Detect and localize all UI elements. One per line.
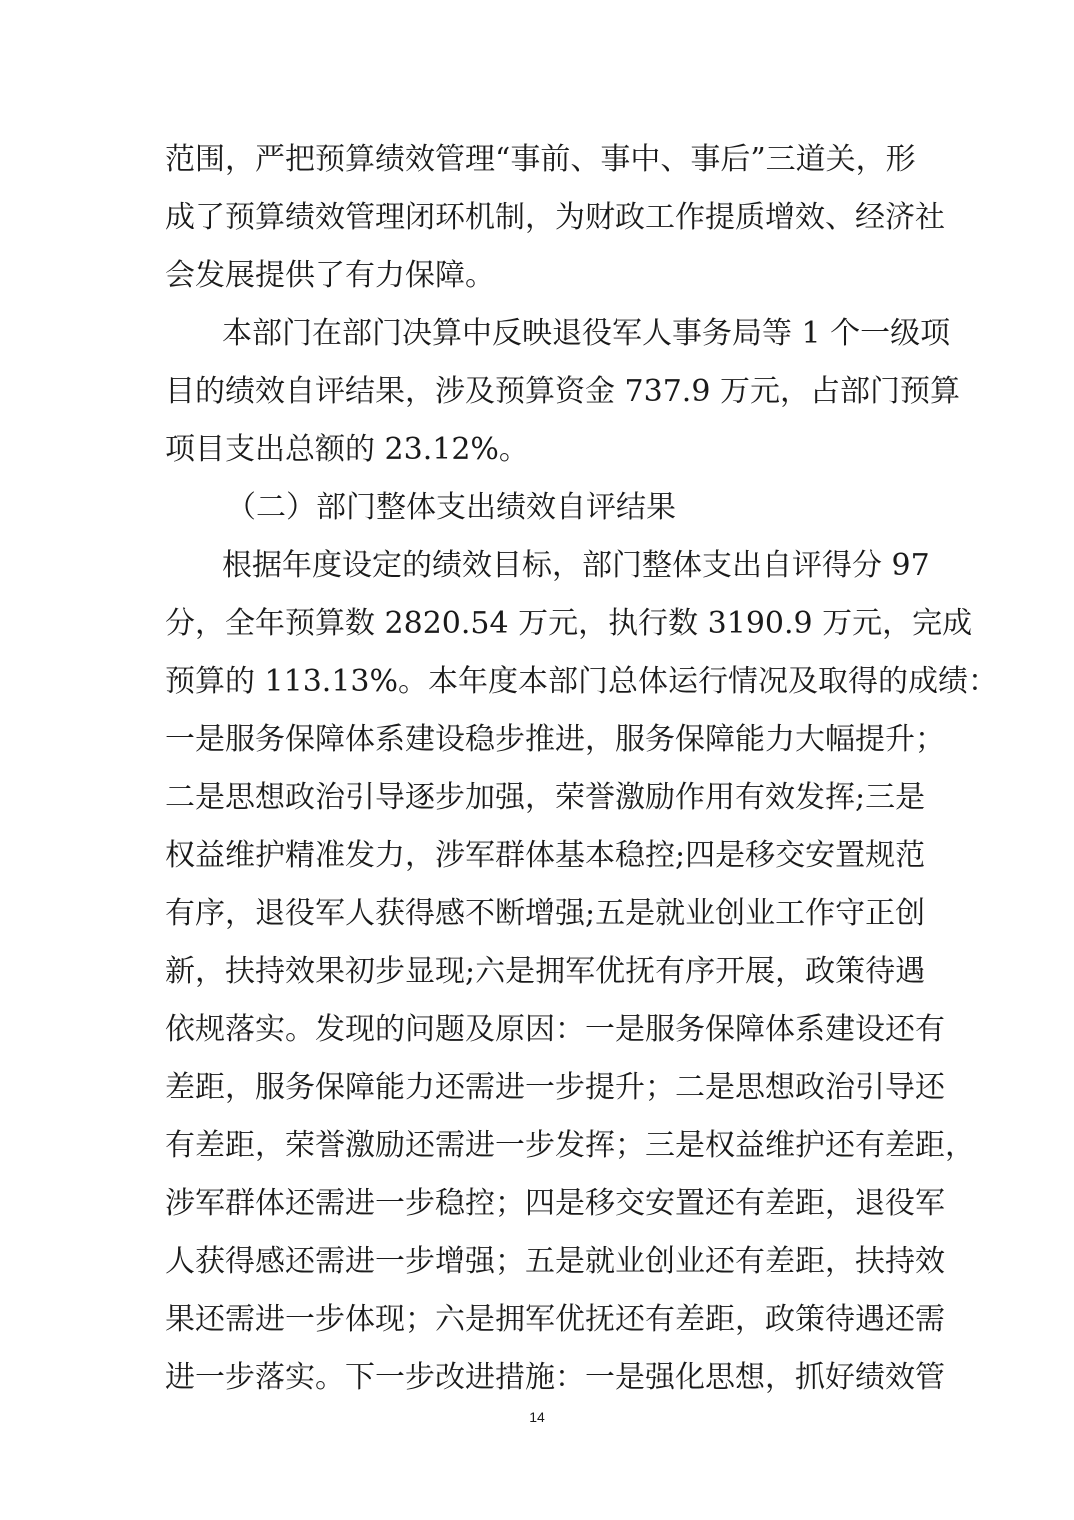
paragraph-line: 会发展提供了有力保障。	[165, 258, 495, 293]
paragraph-line: 新，扶持效果初步显现;六是拥军优抚有序开展，政策待遇	[165, 954, 926, 989]
paragraph-line: 有差距，荣誉激励还需进一步发挥；三是权益维护还有差距，	[165, 1128, 975, 1163]
paragraph-line: 预算的 113.13%。本年度本部门总体运行情况及取得的成绩：	[165, 664, 999, 699]
page-number: 14	[529, 1409, 545, 1425]
paragraph-line: 涉军群体还需进一步稳控；四是移交安置还有差距，退役军	[165, 1186, 945, 1221]
section-heading: （二）部门整体支出绩效自评结果	[226, 490, 676, 525]
paragraph-line: 果还需进一步体现；六是拥军优抚还有差距，政策待遇还需	[165, 1302, 945, 1337]
paragraph-line: 范围，严把预算绩效管理“事前、事中、事后”三道关，形	[165, 142, 916, 177]
paragraph-line: 根据年度设定的绩效目标，部门整体支出自评得分 97	[222, 548, 930, 583]
paragraph-line: 有序，退役军人获得感不断增强;五是就业创业工作守正创	[165, 896, 926, 931]
paragraph-line: 二是思想政治引导逐步加强，荣誉激励作用有效发挥;三是	[165, 780, 926, 815]
paragraph-line: 一是服务保障体系建设稳步推进，服务保障能力大幅提升；	[165, 722, 945, 757]
paragraph-line: 权益维护精准发力，涉军群体基本稳控;四是移交安置规范	[165, 838, 926, 873]
paragraph-line: 分，全年预算数 2820.54 万元，执行数 3190.9 万元，完成	[165, 606, 973, 641]
paragraph-line: 本部门在部门决算中反映退役军人事务局等 1 个一级项	[222, 316, 951, 351]
paragraph-line: 成了预算绩效管理闭环机制，为财政工作提质增效、经济社	[165, 200, 945, 235]
paragraph-line: 项目支出总额的 23.12%。	[165, 432, 529, 467]
paragraph-line: 人获得感还需进一步增强；五是就业创业还有差距，扶持效	[165, 1244, 945, 1279]
paragraph-line: 目的绩效自评结果，涉及预算资金 737.9 万元，占部门预算	[165, 374, 960, 409]
paragraph-line: 进一步落实。下一步改进措施：一是强化思想，抓好绩效管	[165, 1360, 945, 1395]
paragraph-line: 差距，服务保障能力还需进一步提升；二是思想政治引导还	[165, 1070, 945, 1105]
paragraph-line: 依规落实。发现的问题及原因：一是服务保障体系建设还有	[165, 1012, 945, 1047]
